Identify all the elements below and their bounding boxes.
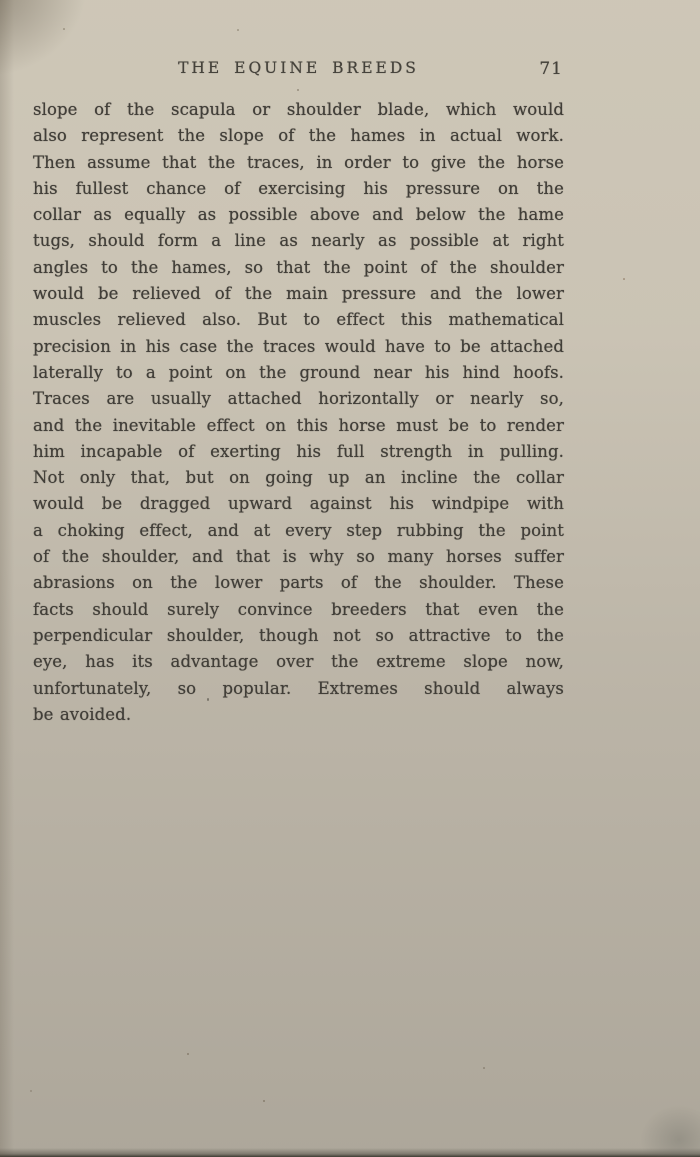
text-line: would be dragged upward against his windpipe with xyxy=(33,494,564,514)
running-header xyxy=(33,59,564,81)
text-line: also represent the slope of the hames in actual work. xyxy=(33,126,564,146)
paper-speck xyxy=(207,698,209,701)
text-line: eye, has its advantage over the extreme slope now, xyxy=(33,652,564,672)
text-line: tugs, should form a line as nearly as possible at right xyxy=(33,231,564,251)
text-line: of the shoulder, and that is why so many horses suffer xyxy=(33,547,564,567)
text-line: angles to the hames, so that the point of the shoulder xyxy=(33,257,564,277)
running-header-title: THE EQUINE BREEDS xyxy=(178,59,419,77)
text-line: perpendicular shoulder, though not so attractive to the xyxy=(33,625,564,645)
text-line: Not only that, but on going up an incline the collar xyxy=(33,468,564,488)
text-line: slope of the scapula or shoulder blade, which would xyxy=(33,100,564,119)
text-line: him incapable of exerting his full strength in pulling. xyxy=(33,441,564,461)
text-line: be avoided. xyxy=(33,704,132,724)
paper-speck xyxy=(623,278,625,280)
text-line: muscles relieved also. But to effect this mathematical xyxy=(33,310,564,330)
text-line: Then assume that the traces, in order to give the horse xyxy=(33,152,564,172)
text-line: a choking effect, and at every step rubbing the point xyxy=(33,520,564,540)
paper-speck xyxy=(187,1053,189,1055)
text-line: unfortunately, so popular. Extremes should always xyxy=(33,678,564,698)
text-line: would be relieved of the main pressure and the lower xyxy=(33,284,564,304)
text-line: abrasions on the lower parts of the shoulder. These xyxy=(33,573,564,593)
text-line: his fullest chance of exercising his pressure on the xyxy=(33,178,564,198)
paper-speck xyxy=(63,28,65,30)
paper-speck xyxy=(263,1100,265,1102)
text-line: Traces are usually attached horizontally or nearly so, xyxy=(33,389,564,409)
body-paragraph xyxy=(33,97,564,728)
text-line: laterally to a point on the ground near his hind hoofs. xyxy=(33,362,564,382)
text-line: collar as equally as possible above and below the hame xyxy=(33,205,564,225)
paper-speck xyxy=(297,89,299,91)
paper-speck xyxy=(237,29,239,31)
text-line: precision in his case the traces would have to be attached xyxy=(33,336,564,356)
page-content-column xyxy=(33,0,564,728)
text-line: and the inevitable effect on this horse must be to render xyxy=(33,415,564,435)
paper-speck xyxy=(30,1090,32,1092)
paper-speck xyxy=(483,1067,485,1069)
text-line: facts should surely convince breeders that even the xyxy=(33,599,564,619)
page-number: 71 xyxy=(539,59,563,79)
